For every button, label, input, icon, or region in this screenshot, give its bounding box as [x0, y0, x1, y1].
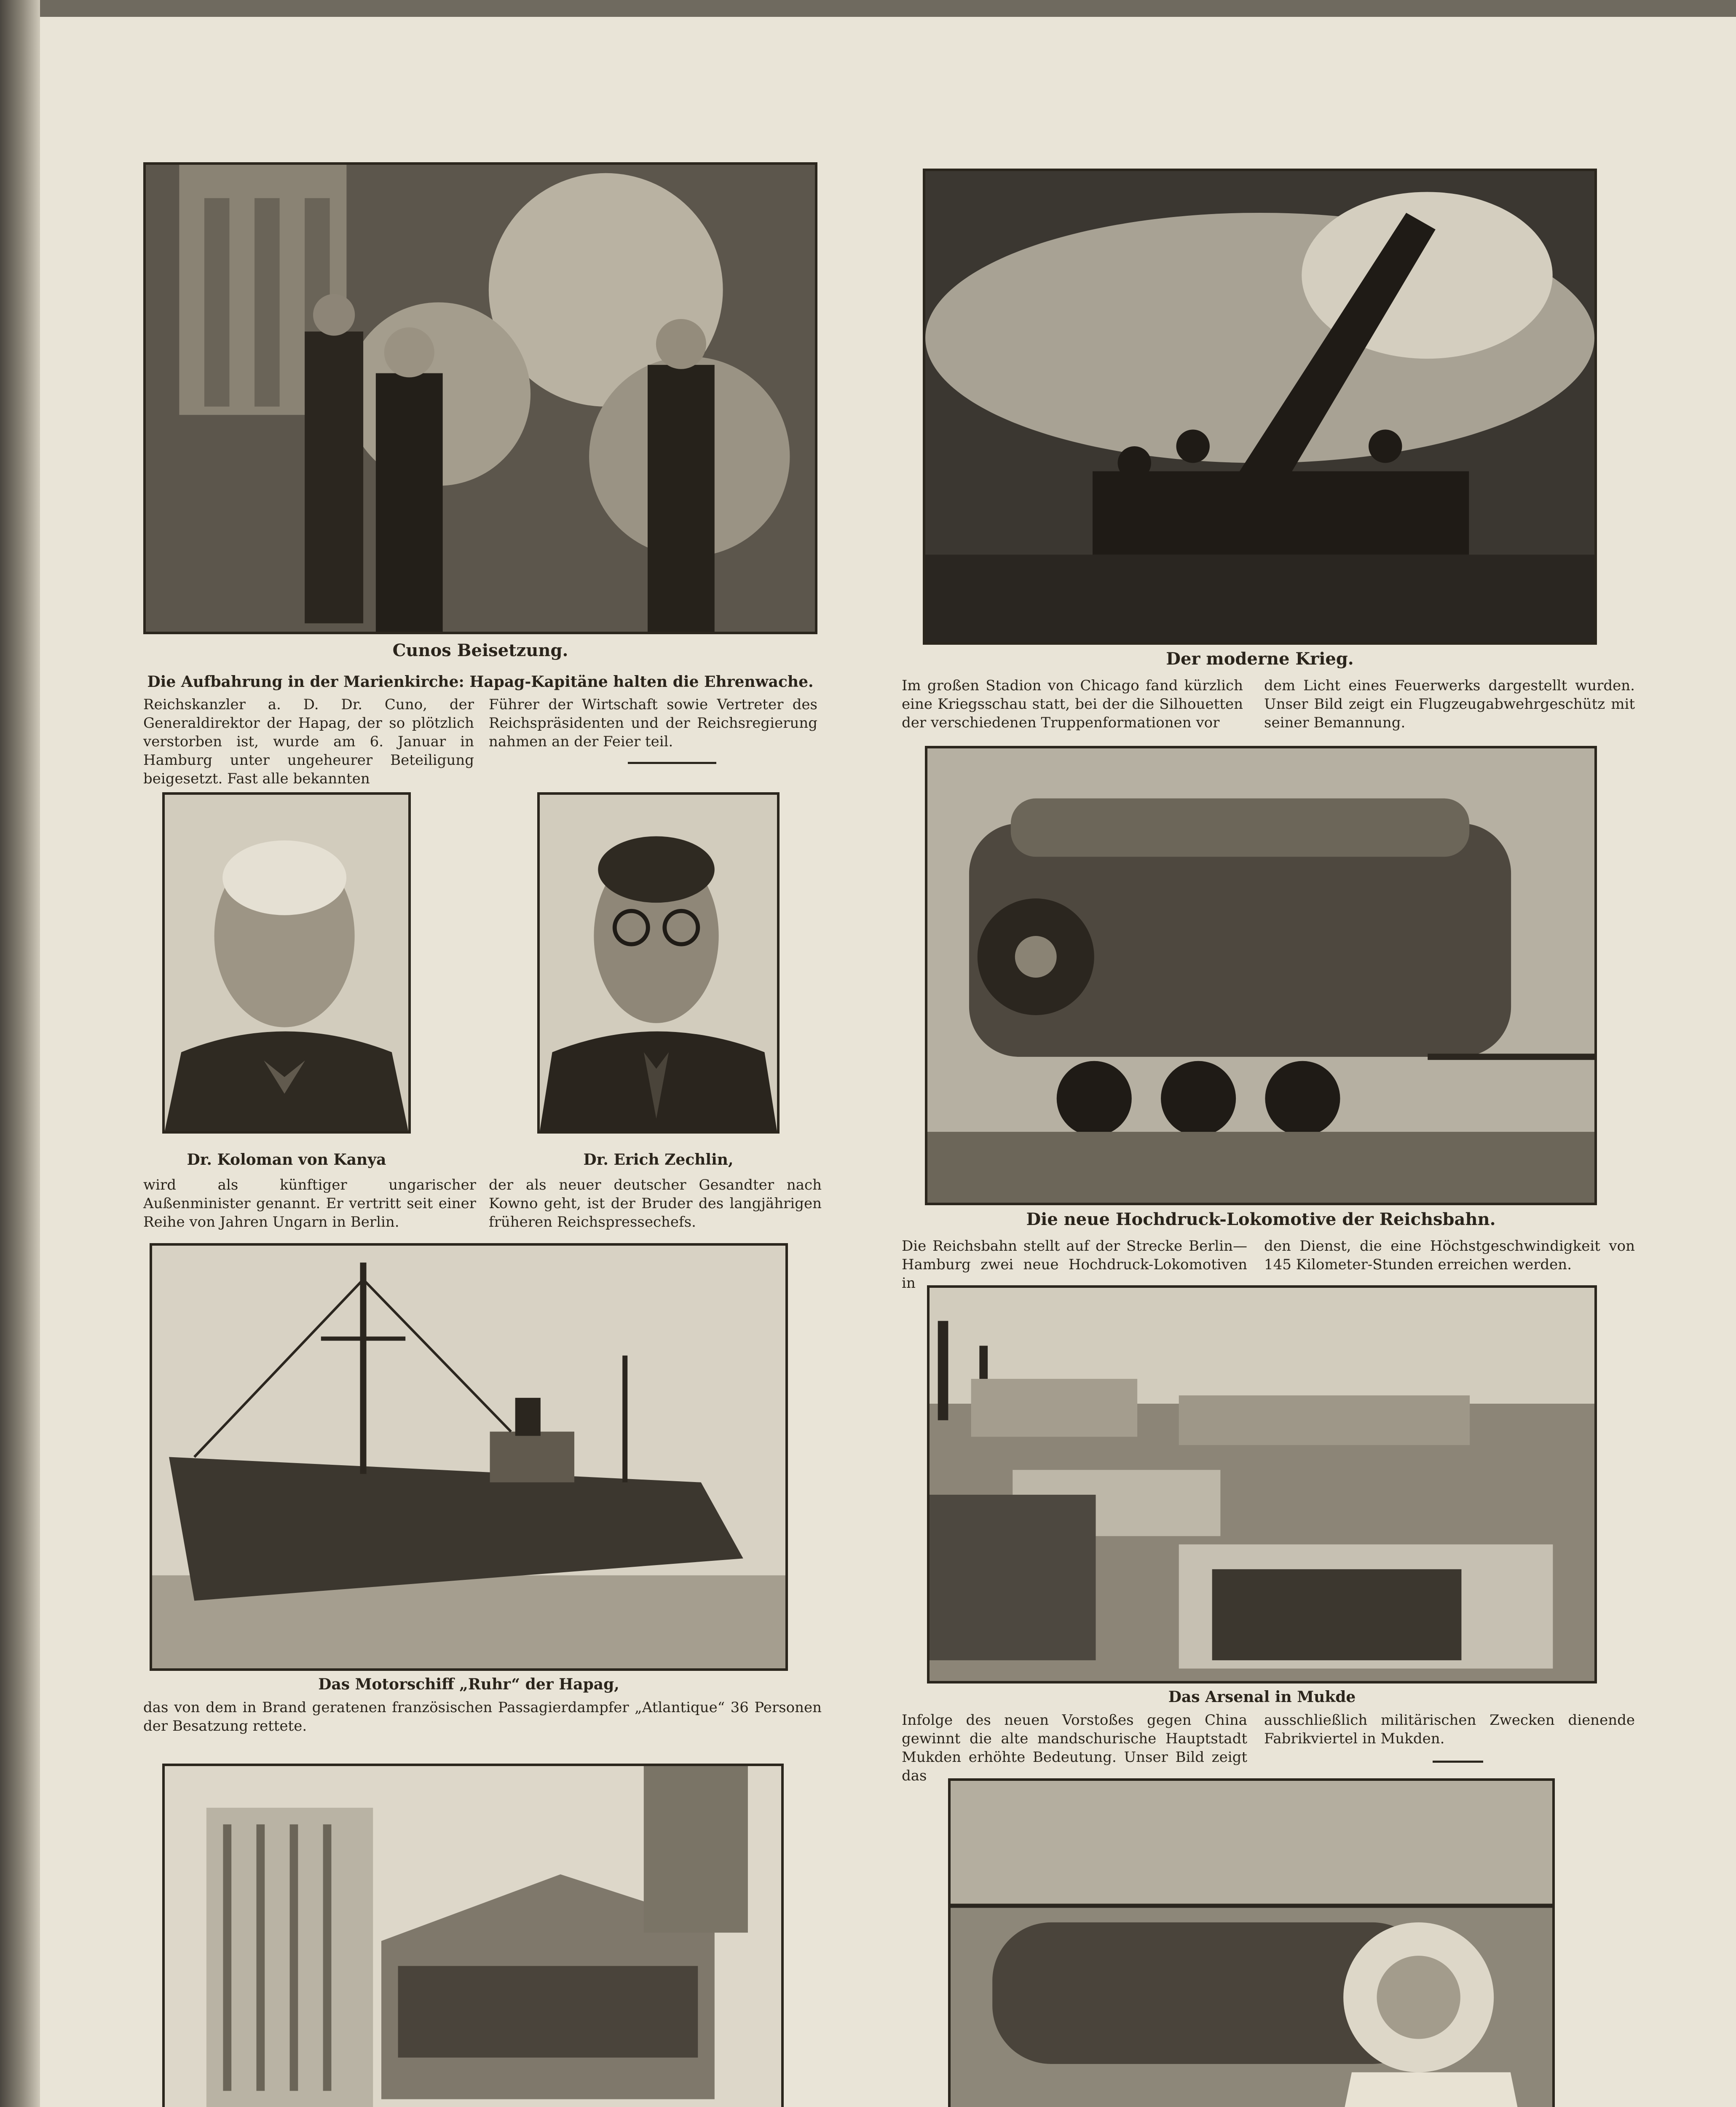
cuno-title: Cunos Beisetzung.	[392, 641, 568, 660]
locomotive-text-col2: den Dienst, die eine Höchstgeschwindigkeit von 145 Kilometer-Stunden erreichen werden.	[1264, 1238, 1635, 1273]
divider	[628, 762, 716, 764]
ship-title: Das Motorschiff „Ruhr“ der Hapag,	[318, 1675, 619, 1693]
photo-cuno-funeral	[143, 162, 817, 634]
photo-motor-ship-ruhr	[150, 1243, 788, 1671]
cuno-text-col2: Führer der Wirtschaft sowie Vertreter des Reichspräsidenten und der Reichsregierung nahmen an der Feier teil.	[489, 696, 817, 750]
zechlin-name: Dr. Erich Zechlin,	[583, 1151, 734, 1169]
locomotive-title: Die neue Hochdruck-Lokomotive der Reichsbahn.	[1026, 1209, 1496, 1229]
cuno-subtitle: Die Aufbahrung in der Marienkirche: Hapag-Kapitäne halten die Ehrenwache.	[147, 673, 814, 691]
kanya-name: Dr. Koloman von Kanya	[187, 1151, 386, 1169]
photo-high-pressure-locomotive	[925, 746, 1597, 1205]
arsenal-title: Das Arsenal in Mukde	[1168, 1688, 1356, 1706]
arsenal-text-col1: Infolge des neuen Vorstoßes gegen China gewinnt die alte mandschurische Hauptstadt Mukden erhöhte Bedeutung. Unser Bild zeigt das	[902, 1712, 1247, 1784]
cuno-text-col1: Reichskanzler a. D. Dr. Cuno, der Generaldirektor der Hapag, der so plötzlich verstorben ist, wurde am 6. Januar in Hamburg unter ungeheurer Beteiligung beigesetzt. Fast alle bekannten	[143, 696, 474, 787]
photo-giant-locomotive	[948, 1778, 1555, 2107]
ship-text: das von dem in Brand geratenen französischen Passagierdampfer „Atlantique“ 36 Personen der Besatzung rettete.	[143, 1699, 822, 1734]
zechlin-text: der als neuer deutscher Gesandter nach Kowno geht, ist der Bruder des langjährigen früheren Reichspressechefs.	[489, 1177, 822, 1230]
arsenal-text-col2: ausschließlich militärischen Zwecken dienende Fabrikviertel in Mukden.	[1264, 1712, 1635, 1747]
portrait-zechlin	[537, 792, 780, 1134]
kanya-text: wird als künftiger ungarischer Außenminister genannt. Er vertritt seit einer Reihe von Jahren Ungarn in Berlin.	[143, 1177, 476, 1230]
page-gutter	[0, 0, 40, 2107]
divider	[1433, 1761, 1483, 1763]
photo-arsenal-mukden	[927, 1285, 1597, 1683]
locomotive-text-col1: Die Reichsbahn stellt auf der Strecke Berlin—Hamburg zwei neue Hochdruck-Lokomotiven in	[902, 1238, 1247, 1292]
portrait-kanya	[162, 792, 411, 1134]
war-text-col1: Im großen Stadion von Chicago fand kürzlich eine Kriegsschau statt, bei der die Silhouetten der verschiedenen Truppenformationen vor	[902, 677, 1243, 731]
photo-modern-war	[923, 169, 1597, 645]
war-text-col2: dem Licht eines Feuerwerks dargestellt wurden. Unser Bild zeigt ein Flugzeugabwehrgeschütz mit seiner Bemannung.	[1264, 677, 1635, 731]
photo-coal-washery	[162, 1764, 784, 2107]
war-title: Der moderne Krieg.	[1166, 649, 1354, 669]
